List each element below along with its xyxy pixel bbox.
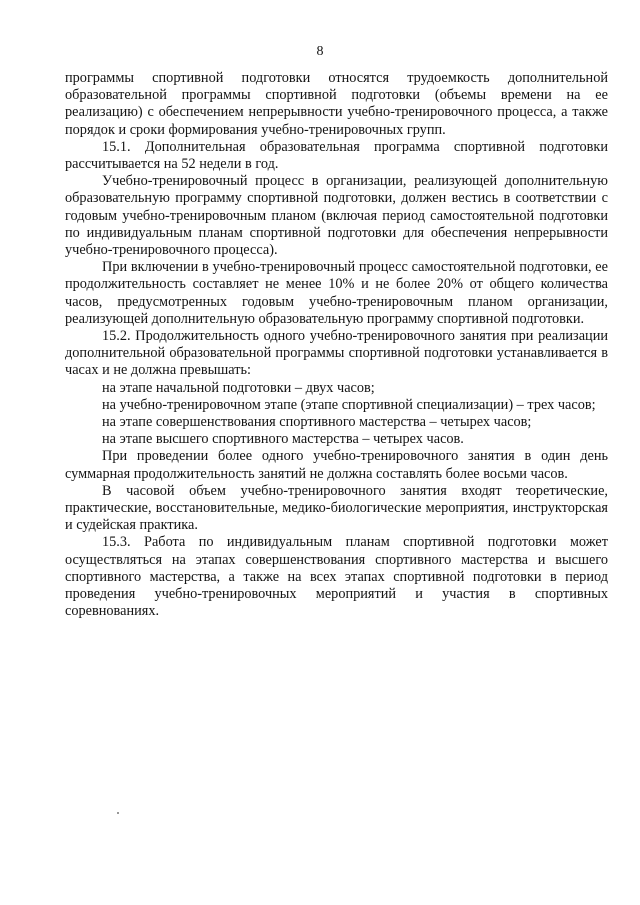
paragraph-self-preparation: При включении в учебно-тренировочный процесс самостоятельной подготовки, ее продолжительность составляет не менее 10% и не более 20% от общего количества часов, предусмотренных годовым учебно-тренировочным планом организации, реализующей дополнительную образовательную программу спортивной подготовки. (65, 259, 608, 327)
paragraph-15-2: 15.2. Продолжительность одного учебно-тренировочного занятия при реализации дополнительной образовательной программы спортивной подготовки устанавливается в часах и не должна превышать: (65, 328, 608, 379)
paragraph-daily-limit: При проведении более одного учебно-тренировочного занятия в один день суммарная продолжительность занятий не должна составлять более восьми часов. (65, 448, 608, 482)
scan-speck (117, 812, 119, 814)
paragraph-training-process: Учебно-тренировочный процесс в организации, реализующей дополнительную образовательную программу спортивной подготовки, должен вестись в соответствии с годовым учебно-тренировочным планом (включая период самостоятельной подготовки по индивидуальным планам спортивной подготовки для обеспечения непрерывности учебно-тренировочного процесса). (65, 173, 608, 259)
list-item-initial-stage: на этапе начальной подготовки – двух часов; (102, 379, 375, 396)
list-item-higher-mastery-stage: на этапе высшего спортивного мастерства – четырех часов. (102, 431, 464, 448)
document-body (65, 70, 608, 621)
list-item-training-stage: на учебно-тренировочном этапе (этапе спортивной специализации) – трех часов; (102, 396, 596, 413)
paragraph-hour-volume: В часовой объем учебно-тренировочного занятия входят теоретические, практические, восстановительные, медико-биологические мероприятия, инструкторская и судейская практика. (65, 482, 608, 534)
paragraph-15-3: 15.3. Работа по индивидуальным планам спортивной подготовки может осуществляться на этапах совершенствования спортивного мастерства и высшего спортивного мастерства, а также на всех этапах спортивной подготовки в период проведения учебно-тренировочных мероприятий и участия в спортивных соревнованиях. (65, 534, 608, 620)
paragraph-intro: программы спортивной подготовки относятся трудоемкость дополнительной образовательной программы спортивной подготовки (объемы времени на ее реализацию) с обеспечением непрерывности учебно-тренировочного процесса, а также порядок и сроки формирования учебно-тренировочных групп. (65, 70, 608, 138)
list-item-improvement-stage: на этапе совершенствования спортивного мастерства – четырех часов; (102, 414, 532, 431)
page-number: 8 (316, 44, 324, 59)
paragraph-15-1: 15.1. Дополнительная образовательная программа спортивной подготовки рассчитывается на 52 недели в год. (65, 138, 608, 173)
